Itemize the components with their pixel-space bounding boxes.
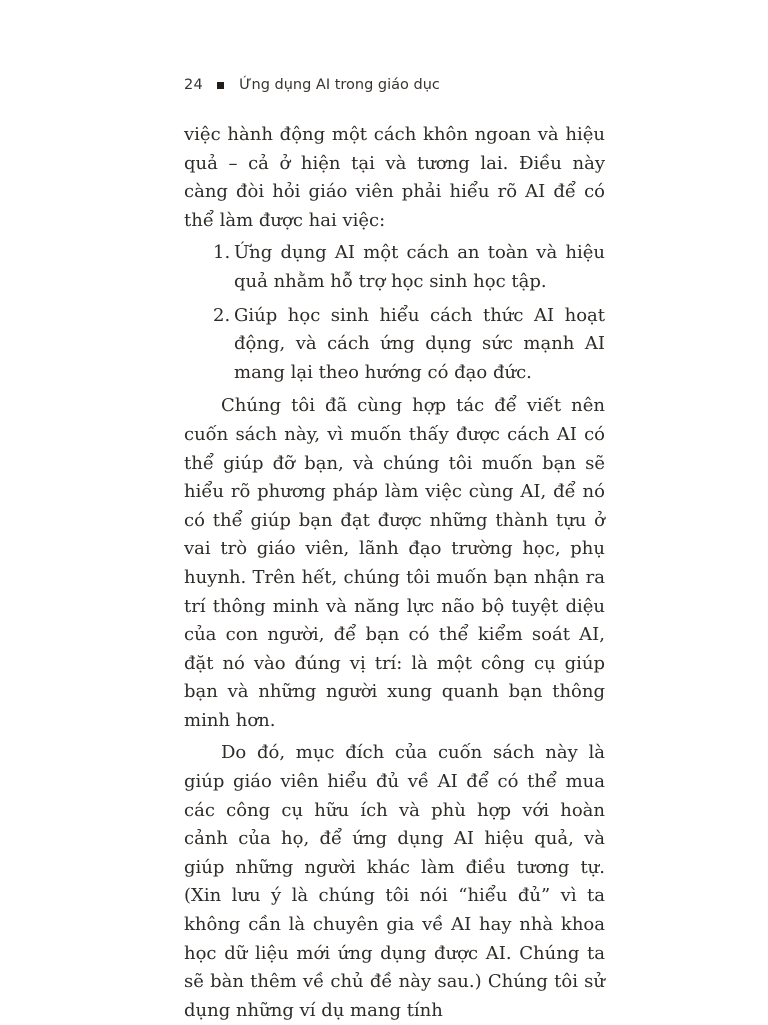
body-paragraph: Do đó, mục đích của cuốn sách này là giúp giáo viên hiểu đủ về AI để có thể mua các công cụ hữu ích và phù hợp với hoàn cảnh của họ, để ứng dụng AI hiệu quả, và giúp những người khác làm điều tương tự. (Xin lưu ý là chúng tôi nói “hiểu đủ” vì ta không cần là chuyên gia về AI hay nhà khoa học dữ liệu mới ứng dụng được AI. Chúng ta sẽ bàn thêm về chủ đề này sau.) Chúng tôi sử dụng những ví dụ mang tính bbox=[184, 742, 605, 1021]
body-paragraph: việc hành động một cách khôn ngoan và hiệu quả – cả ở hiện tại và tương lai. Điều này càng đòi hỏi giáo viên phải hiểu rõ AI để có thể làm được hai việc: bbox=[184, 124, 605, 231]
list-item-text: Giúp học sinh hiểu cách thức AI hoạt động, và cách ứng dụng sức mạnh AI mang lại theo hướng có đạo đức. bbox=[234, 304, 605, 383]
page-header bbox=[184, 76, 605, 94]
numbered-list-item bbox=[184, 302, 605, 388]
list-item-number: 1. bbox=[213, 242, 231, 264]
list-item-number: 2. bbox=[213, 304, 231, 326]
numbered-list-item bbox=[184, 239, 605, 296]
list-item-text: Ứng dụng AI một cách an toàn và hiệu quả nhằm hỗ trợ học sinh học tập. bbox=[234, 242, 605, 292]
body-paragraph: Chúng tôi đã cùng hợp tác để viết nên cuốn sách này, vì muốn thấy được cách AI có thể giúp đỡ bạn, và chúng tôi muốn bạn sẽ hiểu rõ phương pháp làm việc cùng AI, để nó có thể giúp bạn đạt được những thành tựu ở vai trò giáo viên, lãnh đạo trường học, phụ huynh. Trên hết, chúng tôi muốn bạn nhận ra trí thông minh và năng lực não bộ tuyệt diệu của con người, để bạn có thể kiểm soát AI, đặt nó vào đúng vị trí: là một công cụ giúp bạn và những người xung quanh bạn thông minh hơn. bbox=[184, 395, 605, 731]
square-bullet-icon bbox=[217, 82, 224, 89]
running-title: Ứng dụng AI trong giáo dục bbox=[239, 77, 440, 93]
page-number: 24 bbox=[184, 77, 204, 93]
page-body bbox=[184, 121, 605, 1025]
